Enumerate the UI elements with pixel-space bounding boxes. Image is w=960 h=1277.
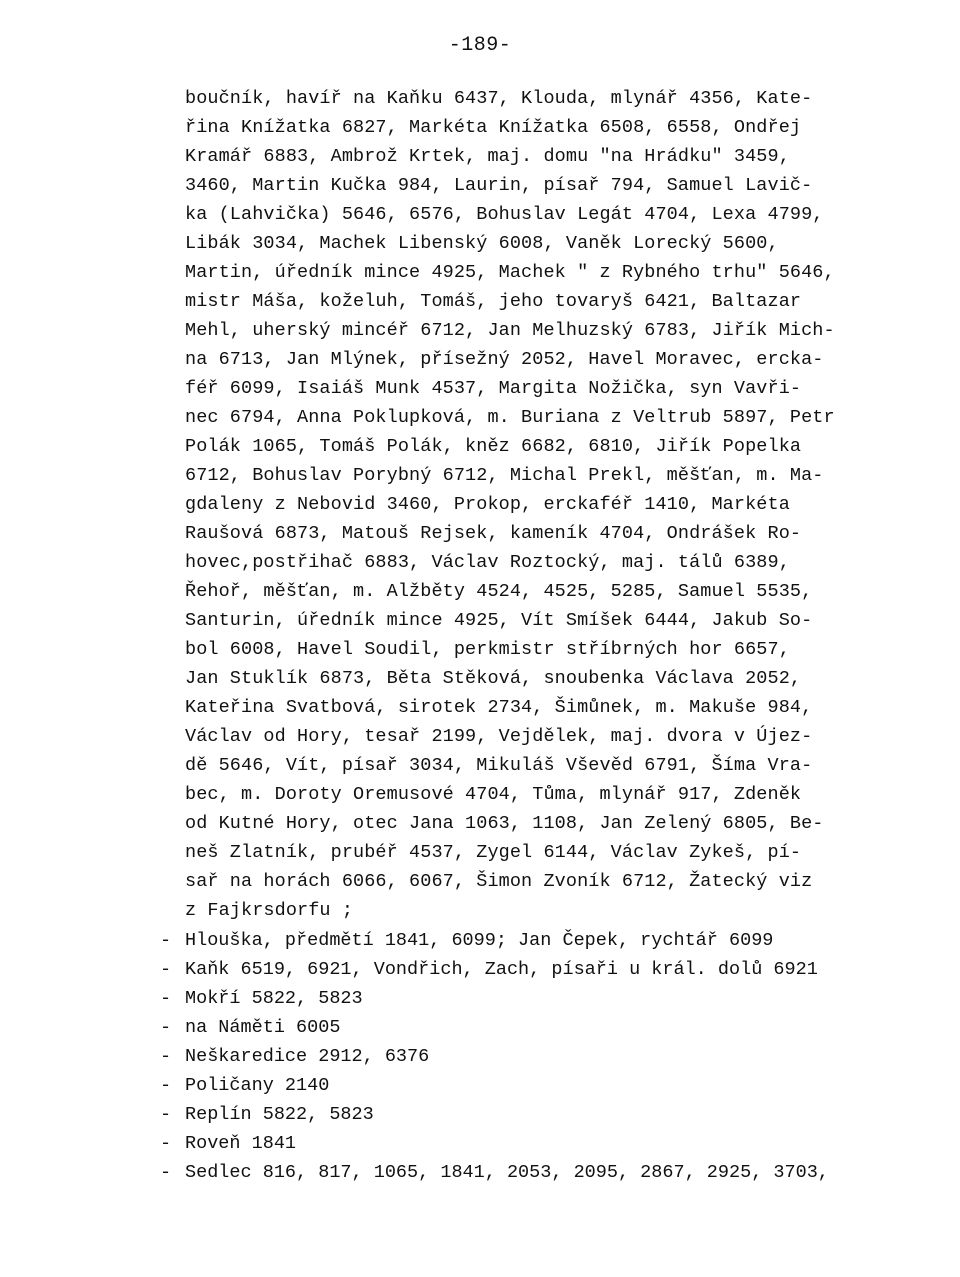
text-line: Jan Stuklík 6873, Běta Stěková, snoubenka Václava 2052, [185, 668, 802, 689]
list-item [160, 1071, 900, 1100]
text-line: boučník, havíř na Kaňku 6437, Klouda, mlynář 4356, Kate- [185, 88, 813, 109]
list-item [160, 1158, 900, 1187]
list-item-text: Sedlec 816, 817, 1065, 1841, 2053, 2095, 2867, 2925, 3703, [185, 1162, 829, 1183]
text-line: Řehoř, měšťan, m. Alžběty 4524, 4525, 5285, Samuel 5535, [185, 581, 813, 602]
text-line: Mehl, uherský mincéř 6712, Jan Melhuzský 6783, Jiřík Mich- [185, 320, 835, 341]
text-line: bec, m. Doroty Oremusové 4704, Tůma, mlynář 917, Zdeněk [185, 784, 802, 805]
list-item [160, 1042, 900, 1071]
text-line: Polák 1065, Tomáš Polák, kněz 6682, 6810, Jiřík Popelka [185, 436, 802, 457]
text-line: neš Zlatník, prubéř 4537, Zygel 6144, Václav Zykeš, pí- [185, 842, 802, 863]
text-line: od Kutné Hory, otec Jana 1063, 1108, Jan Zelený 6805, Be- [185, 813, 824, 834]
text-line: hovec,postřihač 6883, Václav Roztocký, maj. tálů 6389, [185, 552, 790, 573]
text-line: mistr Máša, koželuh, Tomáš, jeho tovaryš 6421, Baltazar [185, 291, 802, 312]
list-item-text: Hlouška, předmětí 1841, 6099; Jan Čepek, rychtář 6099 [185, 930, 774, 951]
list-item [160, 1100, 900, 1129]
list-item [160, 926, 900, 955]
list-item [160, 1129, 900, 1158]
text-line: z Fajkrsdorfu ; [185, 900, 354, 921]
list-dash: - [160, 1133, 172, 1154]
list-item-text: Roveň 1841 [185, 1133, 297, 1154]
list-item [160, 955, 900, 984]
list-dash: - [160, 1075, 172, 1096]
text-line: Libák 3034, Machek Libenský 6008, Vaněk Lorecký 5600, [185, 233, 779, 254]
list-dash: - [160, 1162, 172, 1183]
text-line: Martin, úředník mince 4925, Machek " z Rybného trhu" 5646, [185, 262, 835, 283]
text-line: ka (Lahvička) 5646, 6576, Bohuslav Legát 4704, Lexa 4799, [185, 204, 824, 225]
text-line: bol 6008, Havel Soudil, perkmistr stříbrných hor 6657, [185, 639, 790, 660]
text-line: gdaleny z Nebovid 3460, Prokop, erckaféř 1410, Markéta [185, 494, 790, 515]
list-item-text: Replín 5822, 5823 [185, 1104, 374, 1125]
body-paragraph [185, 84, 885, 925]
list-dash: - [160, 1017, 172, 1038]
text-line: Kramář 6883, Ambrož Krtek, maj. domu "na Hrádku" 3459, [185, 146, 790, 167]
text-line: dě 5646, Vít, písař 3034, Mikuláš Vševěd 6791, Šíma Vra- [185, 755, 813, 776]
text-line: féř 6099, Isaiáš Munk 4537, Margita Nožička, syn Vavři- [185, 378, 802, 399]
text-line: na 6713, Jan Mlýnek, přísežný 2052, Havel Moravec, ercka- [185, 349, 824, 370]
list-dash: - [160, 959, 172, 980]
text-line: Václav od Hory, tesař 2199, Vejdělek, maj. dvora v Újez- [185, 726, 813, 747]
text-line: 3460, Martin Kučka 984, Laurin, písař 794, Samuel Lavič- [185, 175, 813, 196]
list-item-text: Poličany 2140 [185, 1075, 330, 1096]
list-item [160, 984, 900, 1013]
text-line: Kateřina Svatbová, sirotek 2734, Šimůnek, m. Makuše 984, [185, 697, 813, 718]
text-line: 6712, Bohuslav Porybný 6712, Michal Prekl, měšťan, m. Ma- [185, 465, 824, 486]
list-dash: - [160, 1046, 172, 1067]
page-number: -189- [448, 34, 512, 57]
list-item-text: Kaňk 6519, 6921, Vondřich, Zach, písaři u král. dolů 6921 [185, 959, 818, 980]
list-item [160, 1013, 900, 1042]
list-dash: - [160, 930, 172, 951]
list-dash: - [160, 988, 172, 1009]
text-line: Raušová 6873, Matouš Rejsek, kameník 4704, Ondrášek Ro- [185, 523, 802, 544]
list-item-text: na Náměti 6005 [185, 1017, 341, 1038]
text-line: Santurin, úředník mince 4925, Vít Smíšek 6444, Jakub So- [185, 610, 813, 631]
text-line: řina Knížatka 6827, Markéta Knížatka 6508, 6558, Ondřej [185, 117, 802, 138]
text-line: nec 6794, Anna Poklupková, m. Buriana z Veltrub 5897, Petr [185, 407, 835, 428]
list-item-text: Neškaredice 2912, 6376 [185, 1046, 430, 1067]
place-index-list [160, 926, 900, 1187]
list-dash: - [160, 1104, 172, 1125]
list-item-text: Mokří 5822, 5823 [185, 988, 363, 1009]
text-line: sař na horách 6066, 6067, Šimon Zvoník 6712, Žatecký viz [185, 871, 813, 892]
